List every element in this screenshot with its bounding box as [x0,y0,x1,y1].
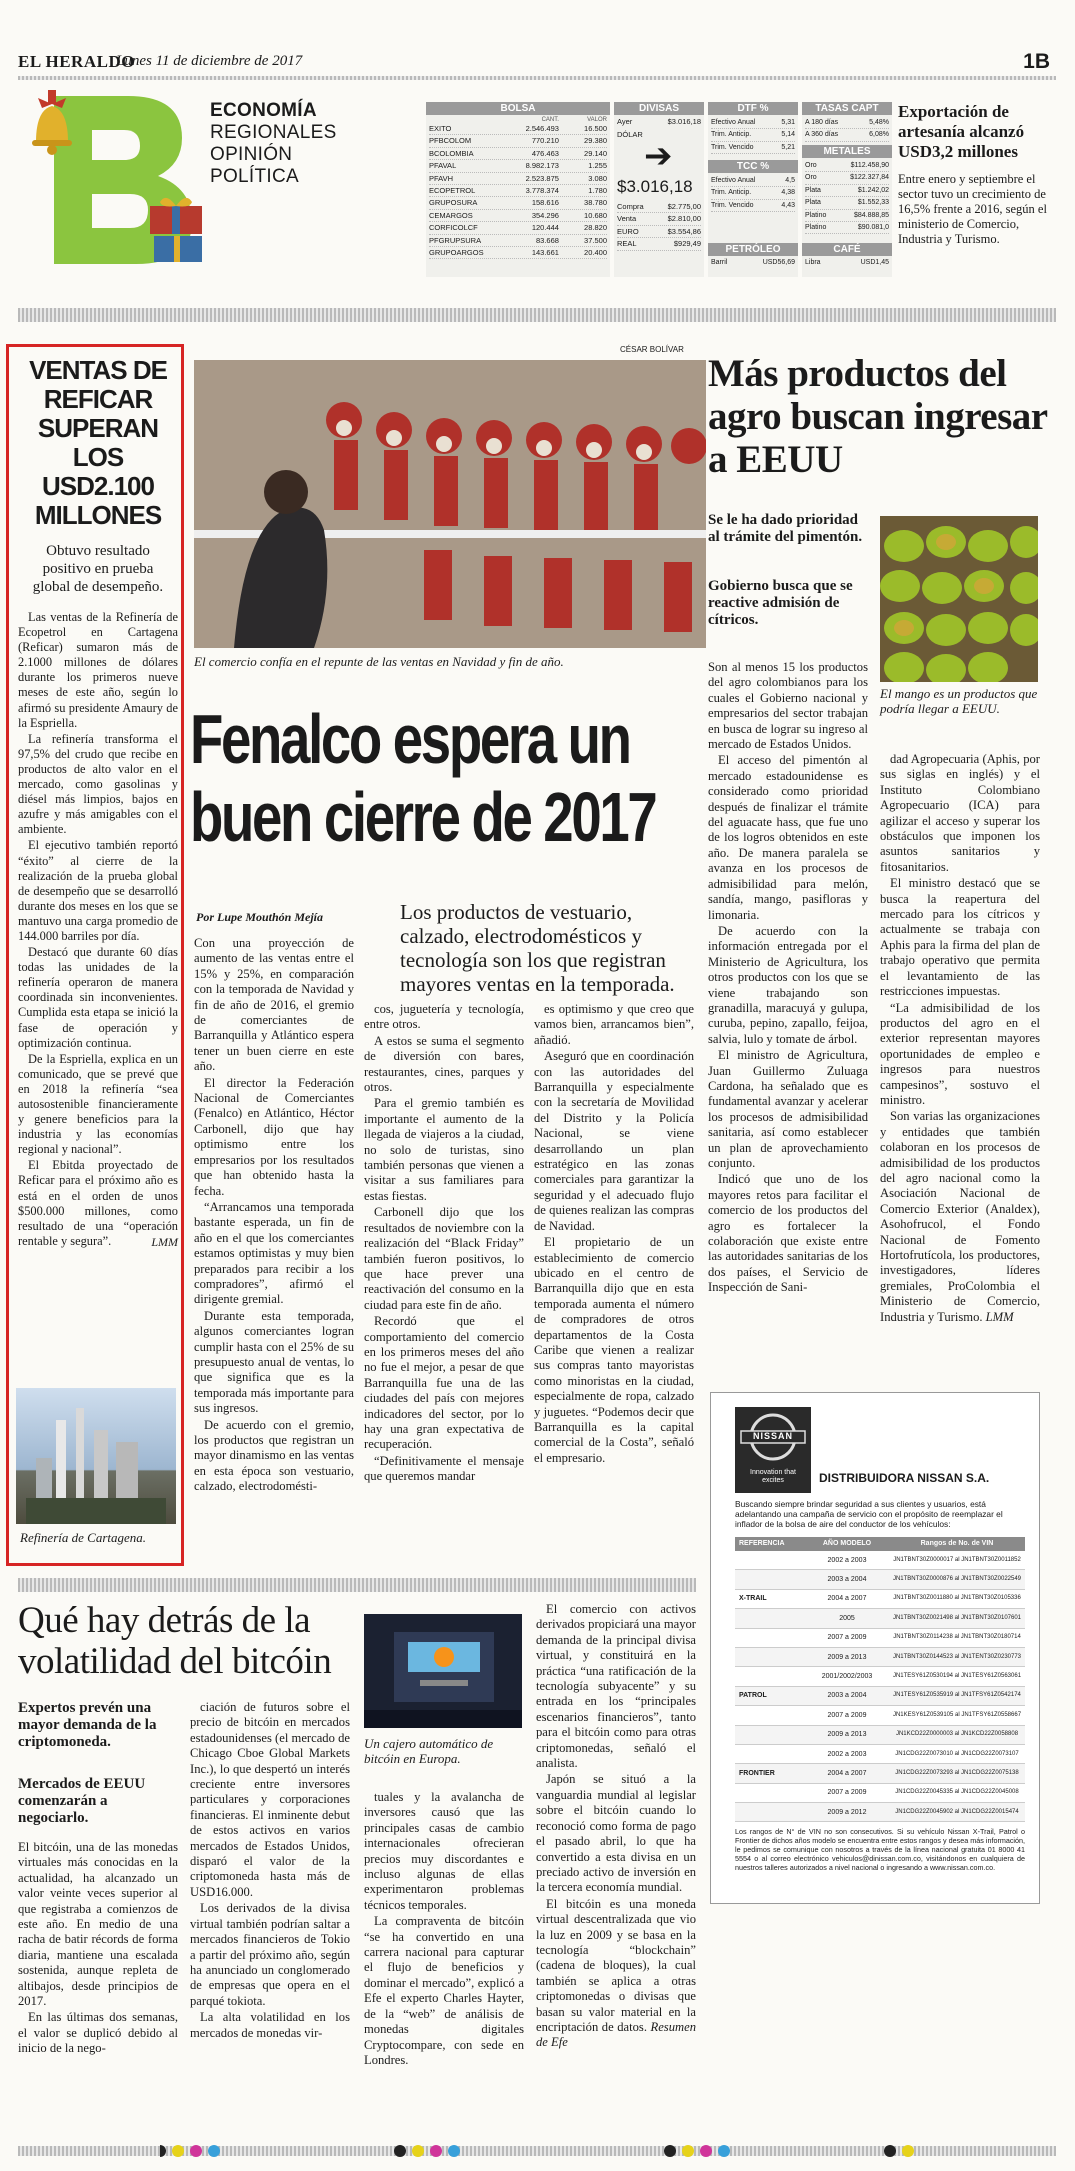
vin-row [735,1687,1025,1706]
divisas-ayer-value: $3.016,18 [667,117,701,126]
metales-row [805,197,889,209]
bolsa-cell: 16.500 [584,124,607,133]
bolsa-cell: 37.500 [584,235,607,245]
metales-row [805,222,889,234]
vin-cell: 2007 a 2009 [827,1711,867,1719]
dtf-table [708,115,798,160]
tasas-title: TASAS CAPT [802,102,892,115]
metales-cell: $112.458,90 [850,162,889,169]
metales-table [802,158,892,243]
bitcoin-col-2 [190,1700,350,2042]
bolsa-row [429,173,607,185]
agro-headline[interactable]: Más productos del agro buscan ingresar a EEUU [708,352,1047,481]
bolsa-cell: PFAVH [429,173,454,183]
vin-rows [735,1551,1025,1822]
vin-header-range: Rangos de No. de VIN [920,1540,994,1547]
cafe-value: USD1,45 [860,259,889,266]
market-divisas [614,102,704,277]
vin-cell: FRONTIER [739,1769,775,1777]
divisas-cell: $2.810,00 [667,214,701,224]
bitcoin-paragraph: En las últimas dos semanas, el valor se duplicó debido al inicio de la nego- [18,2010,178,2056]
fenalco-paragraph: Carbonell dijo que los resultados de noviembre con la realización del “Black Friday” también fueron positivos, lo que hace prever una reactivación del consumo en la ciudad para este fin de año. [364,1205,524,1312]
vin-row [735,1764,1025,1783]
bitcoin-photo [364,1614,522,1728]
petroleo-value: USD56,69 [762,259,795,266]
divisas-cell: Compra [617,202,644,211]
registration-marks [160,2142,920,2160]
fenalco-paragraph: “Arrancamos una temporada bastante esperada, un fin de año en el que los comerciantes estamos optimistas y muy bien preparados para recibir a los compradores”, afirmó el dirigente gremial. [194,1199,354,1307]
bolsa-cell: BCOLOMBIA [429,148,474,158]
market-rates [708,102,798,277]
dtf-row [711,142,795,154]
tasas-cell: 6,08% [869,131,889,139]
bolsa-table [426,115,610,261]
section-nav-politica[interactable]: POLÍTICA [210,166,299,187]
reficar-paragraph: De la Espriella, explica en un comunicado, que se prevé que en 2018 la refinería “sea autosostenible financieramente y genere beneficios para la industria y las economías regional y nacional”. [18,1051,178,1157]
bolsa-cell: 354.296 [531,210,559,220]
section-nav-opinion[interactable]: OPINIÓN [210,144,293,165]
vin-row [735,1667,1025,1686]
bolsa-row [429,160,607,172]
bolsa-cell: EXITO [429,124,452,133]
divisas-dolar-label: DÓLAR [617,130,643,139]
bitcoin-paragraph: Japón se situó a la vanguardia mundial al legislar sobre el bitcóin cuando lo reconoció como forma de pago el pasado abril, lo que ha convertido a esta divisa en un preciado activo de inversión en la tercera economía mundial. [536,1772,696,1895]
metales-row [805,185,889,197]
bolsa-row [429,185,607,197]
nissan-ad-title: DISTRIBUIDORA NISSAN S.A. [819,1471,990,1485]
agro-photo [880,516,1038,682]
vin-cell: JN1CDG22Z0073293 al JN1CDG22Z0075138 [895,1769,1019,1776]
tcc-table [708,173,798,243]
dtf-title: DTF % [708,102,798,115]
page-number: 1B [1023,50,1050,73]
divisas-row [617,201,701,213]
metales-row [805,172,889,184]
metales-cell: $1.242,02 [857,186,889,194]
agro-sign: LMM [982,1309,1014,1324]
metales-row [805,210,889,222]
dtf-cell: Efectivo Anual [711,119,756,126]
bitcoin-paragraph: Los derivados de la divisa virtual también podrían saltar a mercados financieros de Tokio a partir del próximo año, según ha anunciado un conglomerado de empresas que opera en el parqué tokiota. [190,1901,350,2008]
bolsa-cell: 476.463 [531,148,559,158]
brief-artesania [898,102,1058,247]
bolsa-cell: 158.616 [531,198,559,208]
vin-cell: JN1KESY61Z0539105 al JN1TFSY61Z0558667 [892,1711,1022,1718]
vin-cell: 2009 a 2013 [827,1653,867,1661]
section-header [18,88,1058,276]
divisas-ayer-label: Ayer [617,117,633,126]
divisas-cell: $3.554,86 [667,226,701,236]
fenalco-paragraph: es optimismo y que creo que vamos bien, arrancamos bien”, añadió. [534,1002,694,1047]
vin-cell: JN1CDG22Z0073010 al JN1CDG22Z0073107 [895,1750,1019,1757]
vin-cell: PATROL [739,1692,767,1700]
reficar-caption: Refinería de Cartagena. [20,1530,147,1545]
vin-row [735,1551,1025,1570]
vin-cell: 2003 a 2004 [827,1576,867,1584]
bolsa-cell: 2.523.875 [525,173,559,183]
gift-icon [146,192,208,264]
bolsa-cell: 1.780 [588,186,607,196]
agro-col-1 [708,660,868,1297]
fenalco-paragraph: Durante esta temporada, algunos comerciantes logran cumplir hasta con el 25% de su presupuesto anual de ventas, lo que significa que es la temporada más importante para sus ingresos. [194,1308,354,1416]
bolsa-cell: 3.778.374 [525,186,559,196]
agro-paragraph: El ministro de Agricultura, Juan Guillermo Zuluaga Cardona, ha señalado que es fundamental avanzar y acelerar los procesos de admisibilidad sanitaria, así como establecer un plan de aprovechamiento conjunto. [708,1048,868,1170]
bolsa-cell: PFGRUPSURA [429,235,482,245]
tcc-cell: Trim. Anticip. [711,189,752,197]
reficar-article [18,356,178,1250]
tasas-cell: 5,48% [869,119,889,126]
vin-cell: JN1CDG22Z0045902 al JN1CDG22Z0015474 [895,1808,1019,1815]
bolsa-header-cell: VALOR [587,117,607,123]
vin-row [735,1706,1025,1725]
metales-row [805,160,889,172]
bolsa-header-cell: CANT. [541,117,559,123]
bolsa-row [429,247,607,259]
reficar-photo [16,1388,176,1524]
vin-cell: JN1TBNT30Z0011880 al JN1TBNT30Z0105336 [893,1595,1021,1602]
agro-deck-1: Se le ha dado prioridad al trámite del pimentón. [708,512,863,545]
section-rule [18,308,1056,322]
tasas-table [802,115,892,145]
bolsa-cell: 3.080 [588,173,607,183]
bolsa-cell: 770.210 [531,136,559,146]
divisas-row [617,226,701,238]
dtf-cell: 5,31 [781,119,795,126]
masthead [18,52,1058,78]
reficar-sign: LMM [151,1234,178,1249]
divisas-dolar-value: $3.016,18 [617,177,693,196]
bolsa-cell: GRUPOSURA [429,198,478,208]
vin-row [735,1609,1025,1628]
vin-cell: 2002 a 2003 [827,1556,867,1564]
vin-cell: JN1TBNT30Z0021498 al JN1TBNT30Z0107601 [892,1614,1022,1621]
dtf-cell: 5,21 [781,143,795,151]
vin-cell: 2007 a 2009 [827,1789,867,1797]
fenalco-paragraph: A estos se suma el segmento de diversión con bares, restaurantes, cines, parques y otros. [364,1033,524,1095]
bolsa-cell: PFAVAL [429,161,457,171]
bolsa-cell: CORFICOLCF [429,223,478,233]
brief-title[interactable]: Exportación de artesanía alcanzó USD3,2 millones [898,102,1025,161]
agro-paragraph: Son al menos 15 los productos del agro colombianos para los cuales el Gobierno nacional y empresarios del sector trabajan en busca de lograr su ingreso al mercado de Estados Unidos. [708,660,868,752]
vin-cell: 2009 a 2013 [827,1731,867,1739]
reficar-headline[interactable]: VENTAS DE REFICAR SUPERAN LOS USD2.100 MILLONES [29,355,167,530]
vin-cell: JN1TBNT30Z0114238 al JN1TBNT30Z0180714 [893,1634,1021,1641]
market-bolsa [426,102,610,277]
metales-cell: $90.081,0 [857,224,889,232]
reficar-paragraph: El ejecutivo también reportó “éxito” al cierre de la realización de la prueba global de desempeño que se desarrolló durante dos meses en los que se mantuvo una carga promedio de 144.000 barriles por día. [18,838,178,943]
bolsa-cell: 2.546.493 [525,124,559,133]
brief-body: Entre enero y septiembre el sector tuvo un crecimiento de 16,5% frente a 2016, según el ministerio de Comercio, Industria y Turismo. [898,172,1047,246]
nissan-ad-intro: Buscando siempre brindar seguridad a sus clientes y usuarios, está adelantando una campaña de servicio con el propósito de reemplazar el inflador de la bolsa de aire del conductor de los vehículos: [735,1499,1003,1529]
bitcoin-paragraph: El bitcóin es una moneda virtual descentralizada que vio la luz en 2009 y se basa en la tecnología “blockchain” (cadena de bloques), la cual también se aplica a otras criptomonedas o divisas que basan su valor material en la encriptación de datos. Resumen de Efe [536,1896,696,2050]
metales-cell: $1.552,33 [857,199,889,207]
bolsa-row [429,222,607,234]
vin-cell: 2002 a 2003 [827,1750,867,1758]
bolsa-row [429,148,607,160]
metales-cell: Oro [805,174,817,182]
bitcoin-paragraph: El bitcóin, una de las monedas virtuales más conocidas en la actualidad, ha alcanzado un valor veinte veces superior al que registraba a comienzos de este año. En medio de una racha de batir récords de forma diaria, mantiene una escalada sostenida, aunque repleta de altibajos, desde principios de 2017. [18,1840,178,2009]
bell-icon [22,90,82,160]
petroleo-title: PETRÓLEO [708,243,798,256]
nissan-vin-table [735,1537,1025,1822]
section-nav [210,100,337,188]
agro-deck-2: Gobierno busca que se reactive admisión de cítricos. [708,578,853,628]
nissan-logo [735,1407,811,1493]
tasas-cell: A 180 días [805,119,839,126]
fenalco-col-1 [194,936,354,1496]
vin-row [735,1648,1025,1667]
bitcoin-deck-2: Mercados de EEUU comenzarán a negociarlo. [18,1776,146,1826]
agro-paragraph: El ministro destacó que se busca la reapertura del mercado para los cítricos y actualmente se trabaja con Aphis para la firma del plan de trabajo operativo que permita el levantamiento de las restricciones impuestas. [880,876,1040,999]
fenalco-paragraph: “Definitivamente el mensaje que queremos mandar [364,1453,524,1484]
dtf-row [711,117,795,129]
divisas-cell: $2.775,00 [667,202,701,211]
metales-cell: Plata [805,199,821,207]
vin-cell: JN1TESY61Z0535919 al JN1TFSY61Z0542174 [893,1692,1021,1699]
section-nav-regionales[interactable]: REGIONALES [210,122,337,143]
photo-credit: CÉSAR BOLÍVAR [620,345,684,354]
tcc-cell: Efectivo Anual [711,177,756,184]
vin-header-year: AÑO MODELO [822,1540,872,1547]
nissan-brand: NISSAN [752,1431,793,1441]
vin-cell: JN1TESY61Z0530194 al JN1TESY61Z0563061 [892,1673,1022,1680]
cafe-title: CAFÉ [802,243,892,256]
petroleo-label: Barril [711,259,728,266]
vin-row [735,1803,1025,1822]
vin-cell: 2003 a 2004 [827,1692,867,1700]
bolsa-row [429,197,607,209]
fenalco-headline[interactable]: Fenalco espera un buen cierre de 2017 [190,700,656,856]
bitcoin-col-1 [18,1840,178,2058]
section-nav-economia[interactable]: ECONOMÍA [210,100,317,121]
dtf-cell: Trim. Anticip. [711,131,752,139]
agro-paragraph: dad Agropecuaria (Aphis, por sus siglas en inglés) y el Instituto Colombiano Agropecuario (ICA) para agilizar el acceso y superar los obstáculos que imponen los asuntos sanitarios y fitosanitarios. [880,752,1040,874]
reficar-paragraph: Destacó que durante 60 días todas las unidades de la refinería operaron de manera coordinada sin inconvenientes. Cumplida esta etapa se inició la fase de operación y optimización continua. [18,945,178,1050]
fenalco-col-2 [364,1002,524,1486]
bolsa-cell: 120.444 [531,223,559,233]
vin-cell: JN1CDG22Z0045335 al JN1CDG22Z0045008 [895,1789,1019,1796]
divisas-cell: Venta [617,214,637,224]
vin-cell: JN1TBNT30Z0000876 al JN1TBNT30Z0022549 [892,1576,1022,1583]
reficar-paragraph: La refinería transforma el 97,5% del crudo que recibe en productos de alto valor en el mercado, como gasolinas y diésel más limpios, bajos en azufre y más amigables con el ambiente. [18,731,178,837]
divisas-title: DIVISAS [614,102,704,115]
bitcoin-headline[interactable]: Qué hay detrás de la volatilidad del bitcóin [18,1600,332,1682]
tcc-cell: Trim. Vencido [711,201,754,209]
bolsa-title: BOLSA [426,102,610,115]
fenalco-paragraph: Para el gremio también es importante el aumento de la llegada de viajeros a la ciudad, no solo de turistas, sino también personas que vienen a visitar a sus familiares para estas fiestas. [364,1096,524,1203]
agro-paragraph: Indicó que uno de los mayores retos para facilitar el comercio de los productos del agro es fortalecer la colaboración que existe entre las autoridades sanitarias de los dos países, el Servicio de Inspección de Sani- [708,1172,868,1295]
bolsa-cell: GRUPOARGOS [429,248,484,258]
vin-cell: 2004 a 2007 [827,1595,867,1603]
divisas-cell: EURO [617,226,639,236]
tcc-cell: 4,43 [781,201,795,209]
tcc-row [711,187,795,199]
fenalco-paragraph: Con una proyección de aumento de las ventas entre el 15% y 25%, en comparación con la temporada de Navidad y fin de año de 2016, el gremio de comerciantes de Barranquilla y Atlántico espera tener un buen cierre en este año. [194,936,354,1074]
bitcoin-paragraph: tuales y la avalancha de inversores causó que las principales casas de cambio internacionales ofrecieran precios muy discordantes e incluso algunas de ellas experimentaron problemas técnicos temporales. [364,1790,524,1912]
vin-cell: JN1TBNT30Z0000017 al JN1TBNT30Z0011852 [893,1556,1021,1563]
bitcoin-col-3 [364,1790,524,2069]
fenalco-deck: Los productos de vestuario, calzado, electrodomésticos y tecnología son los que registran mayores ventas en la temporada. [400,900,675,996]
bitcoin-paragraph: El comercio con activos derivados propiciará una mayor demanda de la principal divisa virtual, y constituirá en la práctica “una ratificación de la tecnología subyacente” y su entrada en los “principales escenarios financieros”, tanto para el bitcóin como para otras criptomonedas, señaló el analista. [536,1602,696,1771]
divisas-row [617,238,701,250]
tasas-row [805,129,889,141]
bolsa-cell: 28.820 [584,223,607,233]
bolsa-row [429,123,607,135]
arrow-right-icon: ➔ [644,137,673,175]
metales-cell: Oro [805,162,817,169]
vin-row [735,1570,1025,1589]
divisas-cell: REAL [617,239,637,249]
bolsa-cell: 29.380 [584,136,607,146]
mid-rule [18,1578,696,1592]
nissan-tagline: Innovation that excites [750,1469,796,1484]
vin-header-reference: REFERENCIA [739,1540,785,1547]
metales-cell: Platino [805,224,827,232]
tcc-cell: 4,5 [785,177,795,184]
divisas-cell: $929,49 [673,239,701,249]
bitcoin-photo-caption: Un cajero automático de bitcóin en Europa. [364,1736,494,1766]
reficar-paragraph: El Ebitda proyectado de Reficar para el próximo año es está en el orden de unos $500.000 millones, como resultado de una “operación rentable y segura”. [18,1158,178,1248]
nissan-ad[interactable] [710,1392,1040,1904]
bolsa-row [429,135,607,147]
agro-col-2 [880,752,1040,1326]
metales-title: METALES [802,145,892,158]
metales-cell: $122.327,84 [850,174,889,182]
fenalco-photo-caption: El comercio confía en el repunte de las ventas en Navidad y fin de año. [194,654,564,669]
issue-date: Lunes 11 de diciembre de 2017 [116,53,303,69]
paper-name: EL HERALDO [18,52,135,71]
tcc-row [711,200,795,212]
agro-photo-caption: El mango es un productos que podría llegar a EEUU. [880,686,1038,716]
fenalco-paragraph: El director la Federación Nacional de Comerciantes (Fenalco) en Atlántico, Héctor Carbonell, dijo que hay optimismo entre los empresarios por los resultados que han obtenido hasta la fecha. [194,1075,354,1198]
dtf-cell: Trim. Vencido [711,143,754,151]
bolsa-cell: ECOPETROL [429,186,476,196]
vin-cell: JN1KCD22Z0000003 al JN1KCD22Z0058808 [895,1731,1019,1738]
bolsa-cell: 10.680 [584,210,607,220]
vin-cell: 2009 a 2012 [827,1808,867,1816]
fenalco-paragraph: Recordó que el comportamiento del comercio en los primeros meses del año no fue el mejor, a pesar de que Barranquilla fue una de las ciudades del país con mejores indicadores del sector, por lo hay una gran expectativa de recuperación. [364,1314,524,1452]
bolsa-row [429,235,607,247]
bolsa-cell: 38.780 [584,198,607,208]
dtf-row [711,129,795,141]
vin-row [735,1629,1025,1648]
top-rule [18,76,1056,80]
agro-paragraph: Son varias las organizaciones y entidades que también colaboran en los procesos de admisibilidad de los productos del agro nacional como la Asociación Nacional de Comercio Exterior (Analdex), Asohofrucol, el Fondo Nacional de Fomento Hortofrutícola, los productores, investigadores, líderes gremiales, ProColombia el Ministerio de Comercio, Industria y Turismo. LMM [880,1109,1040,1324]
metales-cell: Platino [805,211,827,219]
dtf-cell: 5,14 [781,131,795,139]
market-commodities [802,102,892,277]
tasas-row [805,117,889,129]
agro-paragraph: De acuerdo con la información entregada por el Ministerio de Agricultura, los otros productos con los que se viene trabajando son granadilla, maracuyá y gulupa, curuba, pepino, zapallo, feijoa, salvia, lulo y tomate de árbol. [708,923,868,1046]
fenalco-col-3 [534,1002,694,1467]
bitcoin-deck-1: Expertos prevén una mayor demanda de la criptomoneda. [18,1700,157,1750]
fenalco-byline: Por Lupe Mouthón Mejía [196,910,324,924]
bolsa-row [429,210,607,222]
bolsa-cell: PFBCOLOM [429,136,472,146]
bitcoin-paragraph: ciación de futuros sobre el precio de bitcóin en mercados estadounidenses (el mercado de Chicago Cboe Global Markets Inc.), lo que despertó un interés creciente entre inversores particulares y corporaciones financieras. El inminente debut de estos activos en varios mercados de Estados Unidos, disparó el valor de la criptomoneda hasta más de USD16.000. [190,1700,350,1899]
bolsa-cell: 143.661 [531,248,559,258]
bolsa-cell: 8.982.173 [525,161,559,171]
reficar-deck: Obtuvo resultado positivo en prueba global de desempeño. [32,543,164,595]
vin-row [735,1745,1025,1764]
tcc-row [711,175,795,187]
fenalco-paragraph: cos, juguetería y tecnología, entre otros. [364,1002,524,1032]
vin-cell: JN1TBNT30Z0144523 al JN1TENT30Z0230773 [892,1653,1022,1660]
agro-paragraph: “La admisibilidad de los productos del agro en el exterior representan mayores oportunidades de empleo e ingresos para nuestros campesinos”, sostuvo el ministro. [880,1000,1040,1107]
vin-row [735,1726,1025,1745]
fenalco-photo [194,360,706,648]
vin-cell: X-TRAIL [739,1595,767,1603]
vin-cell: 2004 a 2007 [827,1769,867,1777]
metales-cell: $84.888,85 [853,211,889,219]
vin-row [735,1784,1025,1803]
bitcoin-paragraph: La compraventa de bitcóin “se ha convertido en una carrera nacional para capturar el flujo de beneficios y dominar el mercado”, explicó a Efe el experto Charles Hayter, de la “web” de análisis de monedas digitales Cryptocompare, con sede en Londres. [364,1914,524,2067]
bolsa-cell: CEMARGOS [429,210,473,220]
tcc-cell: 4,38 [781,189,795,197]
divisas-table [614,201,704,251]
tcc-title: TCC % [708,160,798,173]
divisas-row [617,213,701,225]
nissan-ad-footer: Los rangos de N° de VIN no son consecutivos. Si su vehículo Nissan X-Trail, Patrol o Frontier de dichos años modelo se encuentra entre estos rangos y desea más información, le pedimos se comunique con nosotros a través de la línea nacional gratuita 01 8000 41 5554 o al correo electrónico vehiculos@dinissan.com.co, visitándonos en cualquiera de nuestros talleres autorizados a nivel nacional o ingresando a www.nissan.com.co. [735,1827,1025,1872]
bolsa-cell: 1.255 [588,161,607,171]
fenalco-paragraph: El propietario de un establecimiento de comercio ubicado en el centro de Barranquilla dijo que en esta temporada aumenta el número de compradores de otros departamentos de la Costa Caribe que vienen a realizar sus compras tanto mayoristas como minoristas en la ciudad, especialmente de ropa, calzado y juguetes. “Podemos decir que Barranquilla es la capital comercial de la Costa”, señaló el empresario. [534,1235,694,1465]
fenalco-paragraph: Aseguró que en coordinación con las autoridades del Barranquilla y especialmente con la secretaría de Movilidad del Distrito y la Policía Nacional, se viene desarrollando un plan estratégico en las zonas comerciales para garantizar la seguridad y el adecuado flujo de quienes realizan las compras de Navidad. [534,1049,694,1233]
vin-cell: 2007 a 2009 [827,1634,867,1642]
bitcoin-sign: Resumen de Efe [536,2019,696,2050]
bolsa-cell: 83.668 [535,235,559,245]
reficar-body [18,610,178,1249]
fenalco-paragraph: De acuerdo con el gremio, los productos que registran un mayor dinamismo en las ventas en esta época son vestuario, calzado, electrodomésti- [194,1417,354,1494]
metales-cell: Plata [805,186,821,194]
bitcoin-col-4 [536,1602,696,2052]
bitcoin-paragraph: La alta volatilidad en los mercados de monedas vir- [190,2010,350,2040]
vin-cell: 2001/2002/2003 [821,1673,873,1681]
bolsa-cell: 20.400 [584,248,607,258]
reficar-paragraph: Las ventas de la Refinería de Ecopetrol en Cartagena (Reficar) sumaron más de 2.1000 millones de dólares durante los primeros nueve meses de este año, según lo afirmó su presidente Amaury de la Espriella. [18,610,178,730]
tasas-cell: A 360 días [805,131,839,139]
bolsa-cell: 29.140 [584,148,607,158]
vin-row [735,1590,1025,1609]
vin-cell: 2005 [839,1614,855,1622]
agro-paragraph: El acceso del pimentón al mercado estadounidense es considerado como prioridad después de finalizar el trámite del aguacate hass, que fue uno de los logros obtenidos en este año. De manera paralela se avanza en los procesos de admisibilidad para melón, sandía, mango, pasifloras y limonaria. [708,753,868,922]
cafe-label: Libra [805,259,821,266]
